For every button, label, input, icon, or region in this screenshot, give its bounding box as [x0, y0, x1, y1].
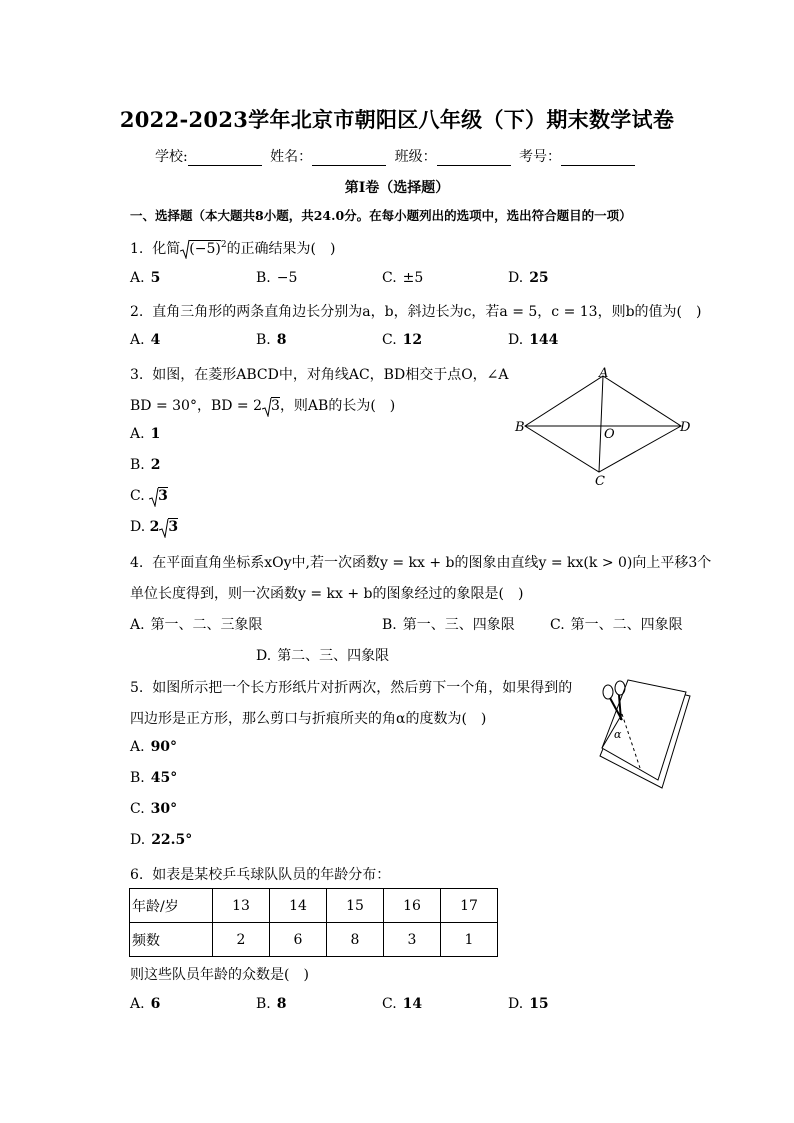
table-cell: 16	[384, 889, 441, 923]
q3-line2-post: ，则AB的长为( )	[279, 398, 396, 414]
class-label: 班级：	[394, 149, 437, 165]
table-header-frequency: 频数	[130, 923, 213, 957]
q3-line2-pre: BD = 30°，BD = 2	[130, 398, 263, 414]
option-value: 第二、三、四象限	[277, 648, 390, 664]
option-label: D.	[130, 832, 146, 848]
question-4-line-2	[130, 583, 523, 603]
q6-text: 如表是某校乒乓球队队员的年龄分布：	[152, 867, 391, 883]
q6-option-a[interactable]	[130, 996, 160, 1012]
option-value: 2	[150, 457, 161, 473]
option-label: D.	[508, 270, 524, 286]
q6-option-c[interactable]	[382, 996, 422, 1012]
q3-number: 3.	[130, 367, 144, 383]
q1-sqrt	[180, 240, 226, 257]
q1-exponent: 2	[220, 240, 227, 251]
section-heading: 一、选择题（本大题共8小题，共24.0分。在每小题列出的选项中，选出符合题目的一项）	[130, 208, 632, 223]
q2-option-c[interactable]	[382, 332, 422, 348]
q2-option-d[interactable]	[508, 332, 558, 348]
q5-number: 5.	[130, 680, 144, 696]
q1-pre: 化简	[152, 241, 181, 257]
table-cell: 15	[327, 889, 384, 923]
exam-no-blank[interactable]	[561, 151, 635, 166]
option-label: D.	[508, 996, 524, 1012]
age-frequency-table	[129, 888, 498, 957]
option-value: −5	[276, 270, 298, 286]
option-value: 6	[150, 996, 161, 1012]
option-label: A.	[130, 270, 145, 286]
table-cell: 6	[270, 923, 327, 957]
label-c: C	[595, 474, 605, 489]
option-value: 4	[150, 332, 161, 348]
q2-text: 直角三角形的两条直角边长分别为a，b，斜边长为c，若a = 5，c = 13，则b的值为( )	[152, 304, 702, 320]
option-label: B.	[130, 770, 145, 786]
option-label: C.	[382, 332, 397, 348]
name-label: 姓名：	[270, 149, 313, 165]
option-value: 8	[276, 332, 287, 348]
q3-d-sqrt	[159, 519, 178, 535]
question-4-line-1	[130, 552, 711, 572]
table-cell: 14	[270, 889, 327, 923]
option-label: C.	[130, 801, 145, 817]
question-5-line-2	[130, 708, 486, 728]
q1-option-c[interactable]	[382, 270, 423, 286]
school-label: 学校:	[154, 149, 188, 165]
option-label: B.	[256, 996, 271, 1012]
page-title: 2022-2023学年北京市朝阳区八年级（下）期末数学试卷	[119, 107, 675, 132]
q5-line1: 如图所示把一个长方形纸片对折两次，然后剪下一个角，如果得到的	[152, 680, 573, 696]
table-cell: 13	[213, 889, 270, 923]
q3-sqrt	[262, 398, 280, 414]
option-value: 12	[402, 332, 423, 348]
class-blank[interactable]	[437, 151, 511, 166]
option-label: C.	[382, 270, 397, 286]
rhombus-outline	[525, 376, 681, 472]
q4-option-a[interactable]	[130, 614, 263, 634]
option-value: ±5	[402, 270, 424, 286]
question-3-line-1	[130, 364, 509, 384]
option-value: 25	[529, 270, 549, 286]
student-info-line	[0, 146, 794, 166]
q5-option-c[interactable]	[130, 801, 177, 817]
question-1	[130, 238, 336, 258]
q6-question: 则这些队员年龄的众数是( )	[130, 967, 309, 983]
school-blank[interactable]	[188, 151, 262, 166]
q6-option-b[interactable]	[256, 996, 287, 1012]
q3-option-c[interactable]	[130, 488, 168, 504]
q1-post: 的正确结果为( )	[226, 241, 336, 257]
option-value: 30°	[150, 801, 178, 817]
q5-option-a[interactable]	[130, 739, 177, 755]
option-coefficient: 2	[149, 519, 160, 535]
option-label: A.	[130, 617, 145, 633]
label-b: B	[515, 420, 525, 435]
option-value: 15	[529, 996, 549, 1012]
option-label: C.	[130, 488, 145, 504]
table-cell: 3	[384, 923, 441, 957]
option-value: 3	[158, 488, 168, 504]
q4-option-b[interactable]	[382, 614, 515, 634]
q1-option-a[interactable]	[130, 270, 160, 286]
q2-number: 2.	[130, 304, 144, 320]
option-value: 5	[150, 270, 161, 286]
option-label: A.	[130, 739, 145, 755]
alpha-label: α	[614, 728, 622, 741]
q3-option-a[interactable]	[130, 426, 160, 442]
table-cell: 2	[213, 923, 270, 957]
sqrt-sign-icon	[149, 487, 159, 507]
option-value: 第一、三、四象限	[402, 617, 515, 633]
label-d: D	[680, 420, 691, 435]
option-label: D.	[256, 648, 272, 664]
q4-option-d[interactable]	[256, 645, 389, 665]
table-cell: 8	[327, 923, 384, 957]
sqrt-sign-icon	[180, 239, 190, 259]
volume-heading: 第Ⅰ卷（选择题）	[344, 180, 450, 196]
sqrt-sign-icon	[262, 397, 272, 417]
q4-option-c[interactable]	[550, 614, 683, 634]
table-cell: 1	[441, 923, 498, 957]
question-6	[130, 864, 390, 884]
q3-option-b[interactable]	[130, 457, 161, 473]
option-value: 8	[276, 996, 287, 1012]
sqrt-sign-icon	[159, 518, 169, 538]
q3-option-d[interactable]	[130, 519, 178, 535]
option-label: B.	[256, 332, 271, 348]
q1-option-b[interactable]	[256, 270, 297, 286]
option-label: A.	[130, 426, 145, 442]
q6-number: 6.	[130, 867, 144, 883]
option-label: B.	[256, 270, 271, 286]
q4-line1: 在平面直角坐标系xOy中,若一次函数y = kx + b的图象由直线y = kx(k > 0)向上平移3个	[152, 555, 712, 571]
q3-line1: 如图，在菱形ABCD中，对角线AC，BD相交于点O，∠A	[152, 367, 509, 383]
q4-line2: 单位长度得到，则一次函数y = kx + b的图象经过的象限是( )	[130, 586, 524, 602]
q5-option-b[interactable]	[130, 770, 177, 786]
exam-no-label: 考号：	[519, 149, 562, 165]
question-5-line-1	[130, 677, 572, 697]
option-value: 22.5°	[151, 832, 193, 848]
option-label: B.	[382, 617, 397, 633]
option-value: 144	[529, 332, 559, 348]
table-row	[130, 923, 498, 957]
table-header-age: 年龄/岁	[130, 889, 213, 923]
rhombus-figure	[512, 364, 702, 494]
name-blank[interactable]	[312, 151, 386, 166]
option-value: 第一、二、三象限	[150, 617, 263, 633]
q3-c-sqrt	[149, 488, 168, 504]
q5-option-d[interactable]	[130, 832, 192, 848]
option-label: A.	[130, 996, 145, 1012]
label-a: A	[599, 366, 609, 381]
option-value: 90°	[150, 739, 178, 755]
q5-line2: 四边形是正方形，那么剪口与折痕所夹的角α的度数为( )	[130, 711, 487, 727]
q3-radicand: 3	[271, 398, 280, 414]
q6-option-d[interactable]	[508, 996, 549, 1012]
q2-option-a[interactable]	[130, 332, 160, 348]
option-label: A.	[130, 332, 145, 348]
diagonal-ac	[599, 376, 603, 472]
option-value: 14	[402, 996, 423, 1012]
q1-number: 1.	[130, 241, 144, 257]
table-cell: 17	[441, 889, 498, 923]
option-label: B.	[130, 457, 145, 473]
option-label: D.	[508, 332, 524, 348]
label-o: O	[604, 427, 615, 442]
option-value: 45°	[150, 770, 178, 786]
question-2	[130, 301, 701, 321]
option-label: D.	[130, 519, 146, 535]
question-3-line-2	[130, 395, 395, 415]
table-row	[130, 889, 498, 923]
q1-option-d[interactable]	[508, 270, 549, 286]
option-value: 1	[150, 426, 161, 442]
q1-radicand: (−5)	[189, 241, 221, 257]
q4-number: 4.	[130, 555, 144, 571]
option-label: C.	[382, 996, 397, 1012]
folded-paper-figure	[590, 676, 700, 796]
q2-option-b[interactable]	[256, 332, 287, 348]
option-value: 第一、二、四象限	[570, 617, 683, 633]
option-value: 3	[168, 519, 179, 535]
option-label: C.	[550, 617, 565, 633]
